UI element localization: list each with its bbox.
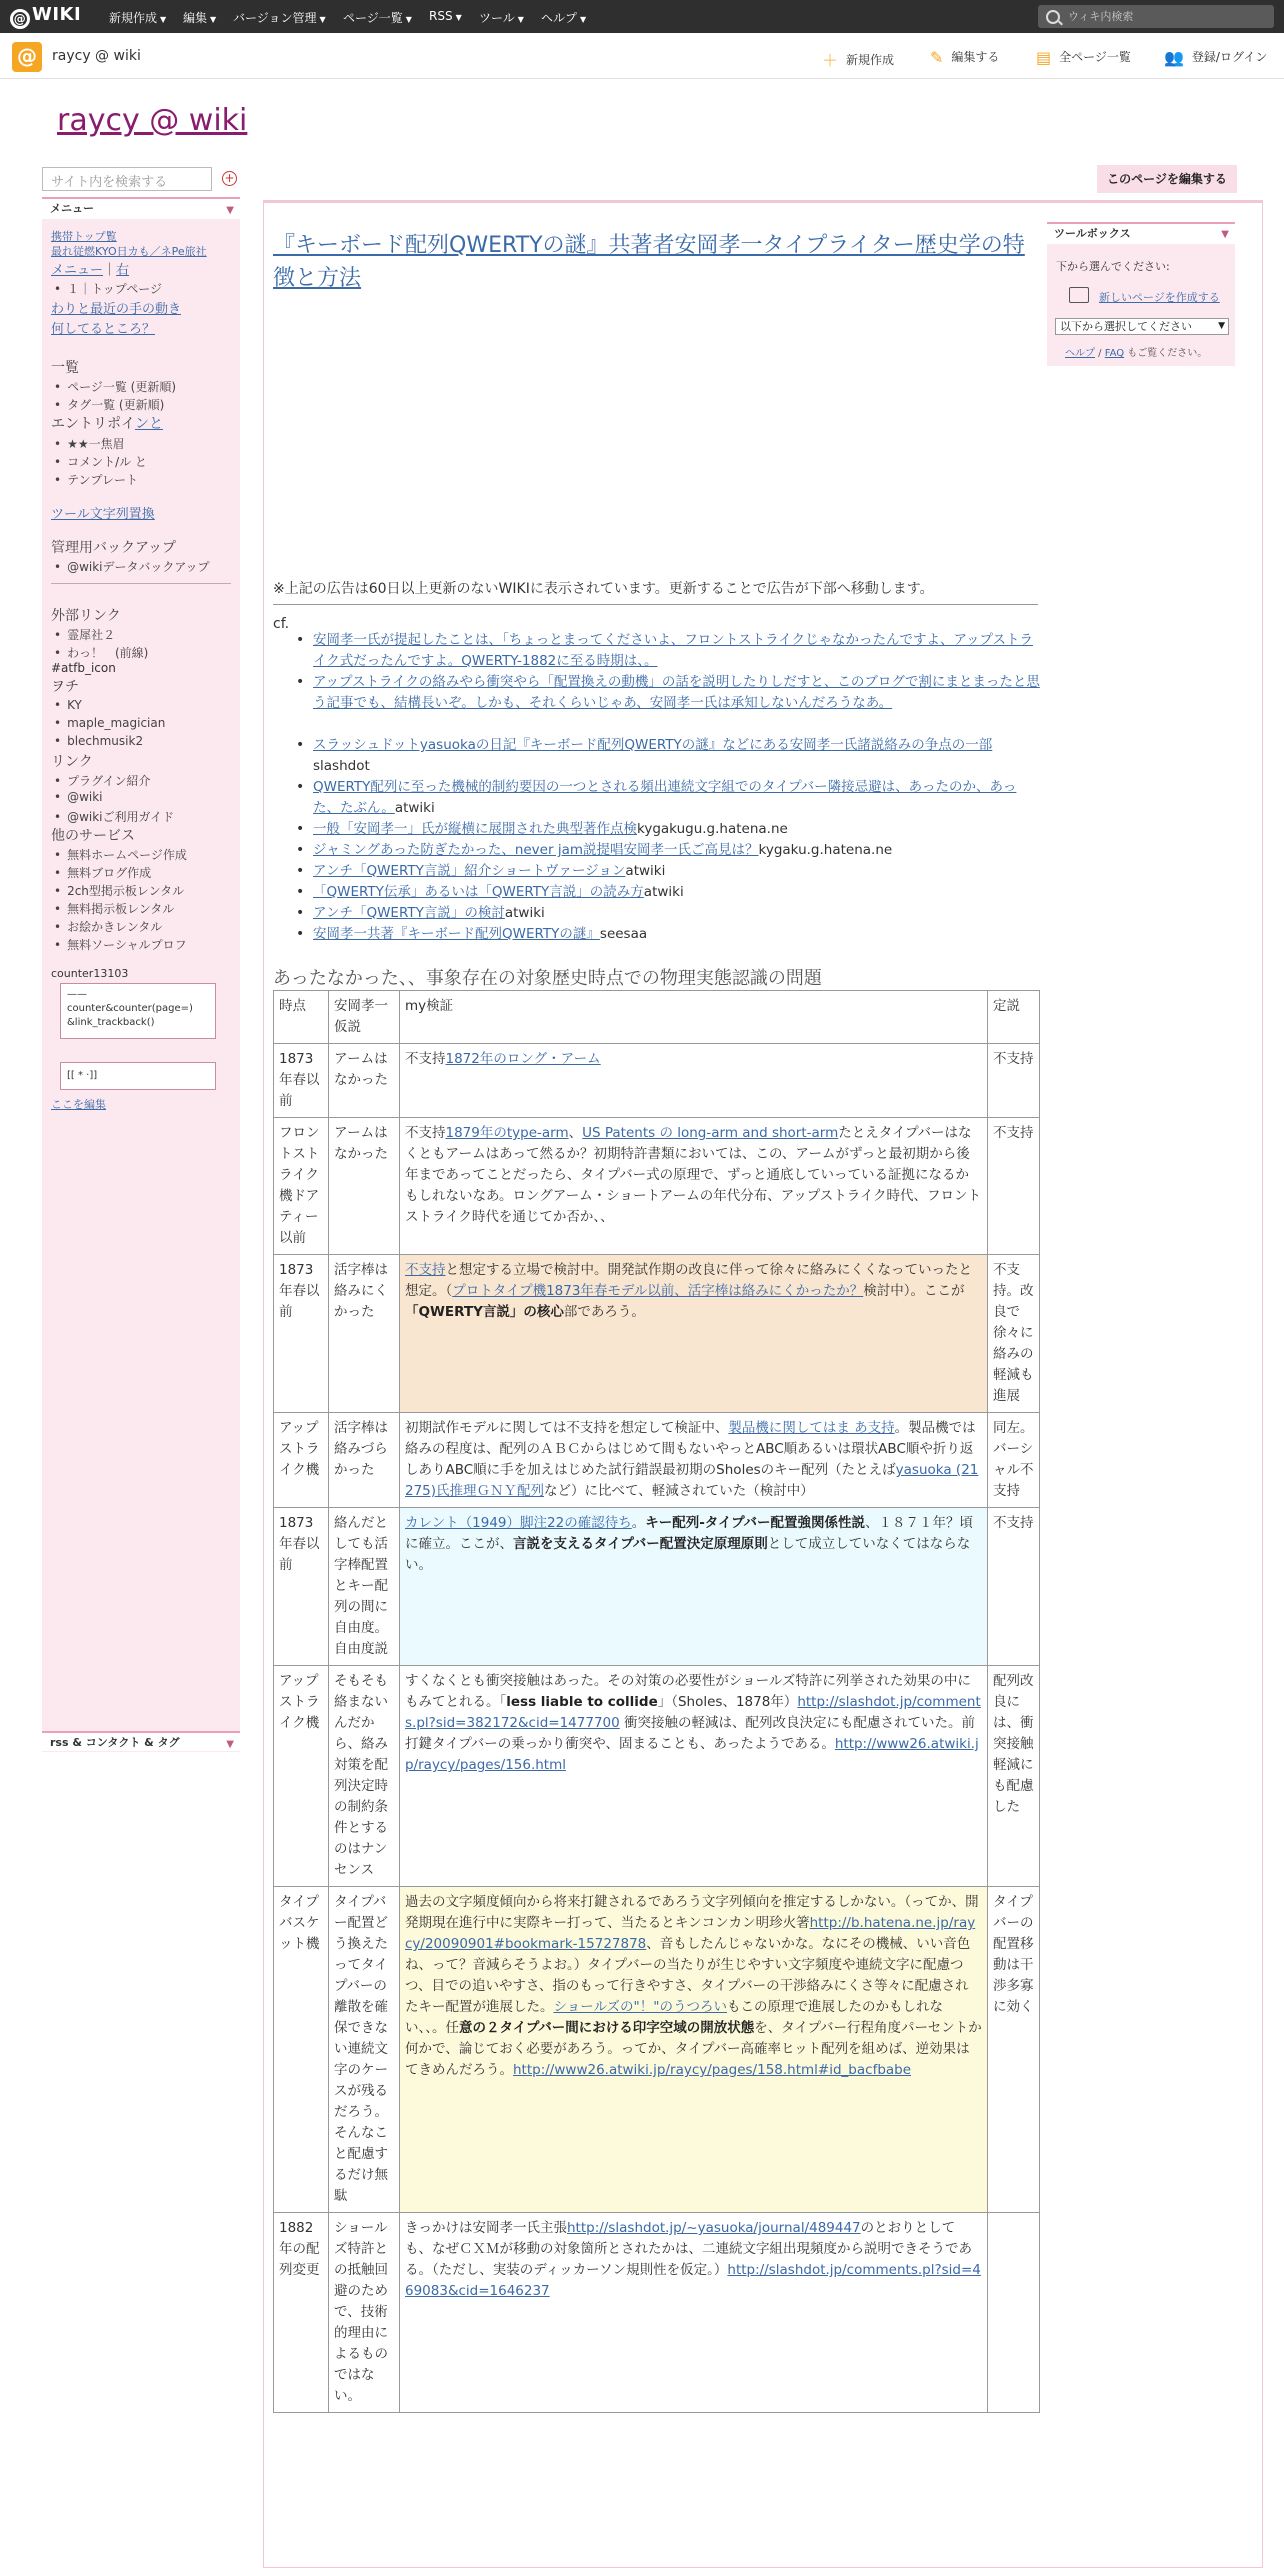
cell-text: 初期試作モデルに関しては不支持を想定して検証中、 <box>405 1420 729 1436</box>
toolbox-head[interactable]: ツールボックス ▼ <box>1047 222 1235 244</box>
cell-link[interactable]: プロトタイプ機1873年春モデル以前、活字棒は絡みにくかったか？ <box>452 1283 864 1299</box>
sidebar-backup-item[interactable]: • @wikiデータバックアップ <box>54 558 210 575</box>
cell-verification <box>400 1118 988 1255</box>
cell-emphasis: 言説を支えるタイプバー配置決定原理原則 <box>513 1536 768 1552</box>
header-cell: my検証 <box>400 991 988 1044</box>
cell-timepoint: アップストライク機 <box>274 1413 329 1508</box>
cell-verification <box>400 1666 988 1887</box>
cell-emphasis: less liable to collide <box>506 1694 658 1710</box>
reference-item <box>313 819 1040 840</box>
reference-link[interactable]: 安岡孝一共著『キーボード配列QWERTYの謎』 <box>313 926 600 942</box>
cell-hypothesis: 活字棒は絡みづらかった <box>329 1413 400 1508</box>
sidebar-link-head: リンク <box>51 754 93 770</box>
cell-verification <box>400 1887 988 2213</box>
cell-timepoint: 1882年の配列変更 <box>274 2213 329 2413</box>
hypothesis-table <box>273 990 1040 2413</box>
sidebar-tote-head: ヲチ <box>51 679 79 695</box>
cell-link[interactable]: http://slashdot.jp/comments.pl?sid=469083&cid=1646237 <box>405 2262 981 2299</box>
sidebar-service-item[interactable]: • お絵かきレンタル <box>54 918 162 935</box>
cell-text: 、１８７１年？頃に確立。ここが、 <box>405 1515 974 1552</box>
sidebar-entry-item[interactable]: • ★★一焦眉 <box>54 435 125 452</box>
page-title[interactable]: 『キーボード配列QWERTYの謎』共著者安岡孝一タイプライター歴史学の特徴と方法 <box>273 233 1025 291</box>
sidebar-edit-here[interactable]: ここを編集 <box>51 1098 106 1111</box>
sidebar-service-item[interactable]: • 無料掲示板レンタル <box>54 900 174 917</box>
divider <box>273 604 1038 605</box>
sidebar-list-head: 一覧 <box>51 360 79 376</box>
sidebar-tote-item[interactable]: • maple_magician <box>54 716 165 730</box>
cell-timepoint: 1873年春以前 <box>274 1508 329 1666</box>
sidebar-list-item[interactable]: • ページ一覧 (更新順) <box>54 378 176 395</box>
cell-link[interactable]: http://www26.atwiki.jp/raycy/pages/158.html#id_bacfbabe <box>513 2062 912 2078</box>
all-pages-button[interactable]: ▤ 全ページ一覧 <box>1036 48 1131 67</box>
sidebar-recent-b[interactable]: 何してるところ？ <box>51 322 156 337</box>
site-name[interactable]: raycy @ wiki <box>52 48 141 64</box>
cell-text: 過去の文字頻度傾向から将来打鍵されるであろう文字列傾向を推定するしかない。（ってか、開発期現在進行中に実際キー打って、当たるとキンコンカン明珍火箸 <box>405 1894 979 1931</box>
reference-item <box>313 861 1040 882</box>
reference-source: atwiki <box>504 905 545 921</box>
sidebar-service-item[interactable]: • 2ch型掲示板レンタル <box>54 882 184 899</box>
toolbox <box>1047 222 1235 366</box>
reference-link[interactable]: ジャミングあった防ぎたかった、never jam説提唱安岡孝一氏ご高見は？ <box>313 842 759 858</box>
edit-button[interactable]: ✎ 編集する <box>930 48 1000 67</box>
global-top-bar <box>0 0 1284 33</box>
sidebar-tote-item[interactable]: • KY <box>54 698 82 712</box>
cell-text: 衝突接触の軽減は、配列改良決定にも配慮されていた。前打鍵タイプバーの乗っかり衝突や、固まることも、あったようである。 <box>405 1715 976 1752</box>
sidebar-link-item[interactable]: • @wikiご利用ガイド <box>54 808 174 825</box>
cell-text: 部であろう。 <box>563 1304 645 1320</box>
sidebar-ext-head: 外部リンク <box>51 608 121 624</box>
chevron-down-icon: ▼ <box>1218 321 1225 331</box>
reference-item <box>313 903 1040 924</box>
sidebar-tote-item[interactable]: • blechmusik2 <box>54 734 143 748</box>
table-header-row <box>274 991 1040 1044</box>
wiki-search-input[interactable]: ウィキ内検索 <box>1038 5 1274 28</box>
cell-text: 不支持 <box>405 1125 446 1141</box>
cell-standard-view: タイプバーの配置移動は干渉多寡に効く <box>988 1887 1040 2213</box>
table-row <box>274 1887 1040 2213</box>
at-icon: @ <box>10 9 30 29</box>
menu-help[interactable]: ヘルプ ▼ <box>541 11 587 25</box>
site-icon[interactable]: @ <box>12 42 42 72</box>
cell-text: 不支持 <box>405 1051 446 1067</box>
cell-text: すくなくとも衝突接触はあった。その対策の必要性がショールズ特許に列挙された効果の中にもみてとれる。「 <box>405 1673 971 1710</box>
header-cell: 定説 <box>988 991 1040 1044</box>
cell-verification <box>400 1413 988 1508</box>
cell-standard-view <box>988 2213 1040 2413</box>
cell-link[interactable]: yasuoka (21275)氏推理ＧＮＹ配列 <box>405 1462 979 1499</box>
section-heading: あったなかった、、事象存在の対象歴史時点での物理実態認識の問題 <box>273 968 822 989</box>
reference-source: seesaa <box>599 926 648 942</box>
sidebar-recent-a[interactable]: わりと最近の手の動き <box>51 302 182 317</box>
sidebar <box>42 197 240 1752</box>
cell-text: 、音もしたんじゃないかな。なにその機械、いい音色ね、って？音減らそうよお。）タイプバーの当たりが生じやすい文字頻度や連続文字に配慮つつ、目での追いやすさ、指のもって行きやすさ、タイプバーの干渉絡みにくさ等々に配慮されたキー配置が進展した。 <box>405 1936 971 2015</box>
cell-hypothesis: アームはなかった <box>329 1118 400 1255</box>
new-page-icon <box>1069 287 1089 303</box>
search-icon <box>1046 10 1060 24</box>
table-row <box>274 1413 1040 1508</box>
atwiki-logo[interactable]: @ WIKI <box>10 4 81 29</box>
toolbox-help: ヘルプ / FAQ もご覧ください。 <box>1065 348 1208 359</box>
cell-standard-view: 不支持 <box>988 1508 1040 1666</box>
sidebar-service-item[interactable]: • 無料ブログ作成 <box>54 864 151 881</box>
cell-emphasis: キー配列-タイプバー配置強関係性説 <box>645 1515 866 1531</box>
sidebar-rss-head[interactable]: rss & コンタクト & タグ ▼ <box>42 1731 240 1751</box>
cell-text: を、タイプバー行程角度パーセントか何かで、論じておく必要があろう。ってか、タイプバー高確率ヒット配列を組めば、逆効果はてきめんだろう。 <box>405 2020 982 2078</box>
cell-text: 。 <box>631 1515 646 1531</box>
search-submit-icon[interactable]: + <box>222 171 237 186</box>
reference-link[interactable]: アップストライクの絡みやら衝突やら「配置換えの動機」の話を説明したりしだすと、このブログで割にまとまったと思う記事でも、結構長いぞ。しかも、それくらいじゃあ、安岡孝一氏は承知しないんだろうなあ。 <box>313 674 1040 711</box>
reference-link[interactable]: アンチ「QWERTY言説」の検討 <box>313 905 505 921</box>
reference-link[interactable]: 安岡孝一氏が提起したことは、「ちょっとまってくださいよ、フロントストライクじゃなかったんですよ、アップストライク式だったんですよ。QWERTY-1882に至る時期は、。 <box>313 632 1033 669</box>
cell-text: 」（Sholes、1878年） <box>657 1694 798 1710</box>
reference-item <box>313 924 1040 945</box>
cell-verification <box>400 1044 988 1118</box>
sidebar-ext-item[interactable]: • 霊犀社２ <box>54 626 115 643</box>
edit-this-page-button[interactable]: このページを編集する <box>1097 165 1237 193</box>
cell-standard-view: 配列改良には、衝突接触軽減にも配慮した <box>988 1666 1040 1887</box>
cell-link[interactable]: カレント（1949）脚注22の確認待ち <box>405 1515 632 1531</box>
cell-standard-view: 不支持。改良で徐々に絡みの軽減も進展 <box>988 1255 1040 1413</box>
reference-link[interactable]: アンチ「QWERTY言説」紹介ショートヴァージョン <box>313 863 626 879</box>
reference-item <box>313 735 1040 777</box>
sidebar-entry-item[interactable]: • コメント/ル と <box>54 453 147 470</box>
menu-edit[interactable]: 編集 ▼ <box>183 11 217 25</box>
cell-hypothesis: 絡んだとしても活字棒配置とキー配列の間に自由度。自由度説 <box>329 1508 400 1666</box>
cell-link[interactable]: http://slashdot.jp/comments.pl?sid=382172&cid=1477700 <box>405 1694 981 1731</box>
cell-text: のとおりとしても、なぜＣＸＭが移動の対象箇所とされたかは、二連続文字組出現頻度から説明できそうである。（ただし、実装のディッカーソン規則性を仮定。） <box>405 2220 972 2278</box>
sidebar-divider <box>51 583 231 584</box>
toolbox-new-page[interactable]: 新しいページを作成する <box>1099 291 1220 304</box>
reference-source: slashdot <box>313 758 370 774</box>
sidebar-entry-head: エントリポインと <box>51 416 163 432</box>
cell-link[interactable]: 1879年のtype-arm <box>445 1125 569 1141</box>
collapse-icon: ▼ <box>226 1739 234 1750</box>
sidebar-link-item[interactable]: • @wiki <box>54 790 103 804</box>
reference-link[interactable]: スラッシュドットyasuokaの日記『キーボード配列QWERTYの謎』などにある安岡孝一氏諸説絡みの争点の一部 <box>313 737 993 753</box>
sidebar-service-item[interactable]: • 無料ホームページ作成 <box>54 846 187 863</box>
cell-verification <box>400 1255 988 1413</box>
table-row <box>274 1508 1040 1666</box>
cell-hypothesis: タイプバー配置ど う換えたってタイプバーの離散を確保できない連続文字のケースが残るだろう。そんなこと配慮するだけ無駄 <box>329 1887 400 2213</box>
cell-hypothesis: アームはなかった <box>329 1044 400 1118</box>
sidebar-entry-item[interactable]: • テンプレート <box>54 471 138 488</box>
reference-link[interactable]: 一般「安岡孝一」氏が縦横に展開された典型著作点検 <box>313 821 637 837</box>
sidebar-link-item[interactable]: • プラグイン紹介 <box>54 772 150 789</box>
cell-hypothesis: 活字棒は絡みにくかった <box>329 1255 400 1413</box>
sidebar-backup-head: 管理用バックアップ <box>51 540 177 556</box>
sidebar-counter-label: counter13103 <box>51 967 129 980</box>
header-cell: 安岡孝一仮説 <box>329 991 400 1044</box>
site-header-bar <box>0 33 1284 79</box>
cell-link[interactable]: 不支持 <box>405 1262 446 1278</box>
sidebar-menu-head[interactable]: メニュー ▼ <box>42 197 240 219</box>
cell-text: 。製品機では絡みの程度は、配列のＡＢＣからはじめて間もないやっとABC順あるいは環状ABC順や折り返しありABC順に手を加えはじめた試行錯誤最初期のSholesのキー配列（たとえば <box>405 1420 976 1478</box>
sidebar-service-head: 他のサービス <box>51 828 135 844</box>
menu-version[interactable]: バージョン管理 ▼ <box>233 11 326 25</box>
sidebar-mobile-top[interactable]: 携帯トップ覧 <box>51 230 117 243</box>
sidebar-small-box: [[ * ·]] <box>60 1062 216 1090</box>
collapse-icon: ▼ <box>226 205 234 216</box>
table-row <box>274 2213 1040 2413</box>
cell-timepoint: フロントストライク機ドアティー以前 <box>274 1118 329 1255</box>
cell-text: など）に比べて、軽減されていた（検討中） <box>544 1483 814 1499</box>
cell-timepoint: タイプバスケット機 <box>274 1887 329 2213</box>
cell-link[interactable]: ショールズの"！"のうつろい <box>553 1999 727 2015</box>
cell-standard-view: 不支持 <box>988 1118 1040 1255</box>
menu-page-list[interactable]: ページ一覧 ▼ <box>343 11 412 25</box>
reference-link[interactable]: QWERTY配列に至った機械的制約要因の一つとされる頻出連続文字組でのタイプバー隣接忌避は、あったのか、あった、たぶん。 <box>313 779 1017 816</box>
cell-link[interactable]: http://www26.atwiki.jp/raycy/pages/156.html <box>405 1736 979 1773</box>
document-icon: ▤ <box>1036 48 1052 67</box>
reference-source: kygakugu.g.hatena.ne <box>637 821 788 837</box>
cf-label: cf. <box>273 616 290 632</box>
cell-timepoint: 1873年春以前 <box>274 1255 329 1413</box>
cell-link[interactable]: 製品機に関してはま あ支持 <box>728 1420 895 1436</box>
cell-standard-view: 同左。バーシャル不支持 <box>988 1413 1040 1508</box>
cell-text: と想定する立場で検討中。開発試作期の改良に伴って徐々に絡みにくくなっていったと想定。（ <box>405 1262 972 1299</box>
login-button[interactable]: 👥 登録/ログイン <box>1164 48 1268 67</box>
cell-standard-view: 不支持 <box>988 1044 1040 1118</box>
sidebar-ext-item[interactable]: • わっ！ (前線) <box>54 644 148 661</box>
cell-verification <box>400 2213 988 2413</box>
cell-hypothesis: そもそも絡まないんだから、絡み対策を配列決定時の制約条件とするのはナンセンス <box>329 1666 400 1887</box>
toolbox-prompt: 下から選んでください: <box>1056 260 1170 273</box>
cell-link[interactable]: http://slashdot.jp/~yasuoka/journal/489447 <box>567 2220 861 2236</box>
sidebar-menu-right: メニュー｜右 <box>51 263 130 278</box>
table-row <box>274 1044 1040 1118</box>
cell-text: もこの原理で進展したのかもしれない、、。任 <box>405 1999 943 2036</box>
cell-text: 、 <box>568 1125 583 1141</box>
table-row <box>274 1118 1040 1255</box>
cell-text: たとえタイプバーはなくともアームはあって然るか？初期特許書類においては、この、アームがずっと最初期から後年まであってことだったら、タイプバー式の原理で、ずっと通底していっている証拠になるかもしれないなあ。ロングアーム・ショートアームの年代分布、アップストライク時代、フロントストライク時代を通じてか否か、、 <box>405 1125 982 1225</box>
reference-link[interactable]: 「QWERTY伝承」あるいは「QWERTY言説」の読み方 <box>313 884 644 900</box>
sidebar-item-top[interactable]: • １｜トップページ <box>54 280 162 297</box>
toolbox-select[interactable]: 以下から選択してください ▼ <box>1055 318 1229 335</box>
cell-link[interactable]: http://b.hatena.ne.jp/raycy/20090901#bookmark-15727878 <box>405 1915 976 1952</box>
sidebar-latest-link[interactable]: 最れ従燃KYO日カも／ネPe旅社 <box>51 245 207 258</box>
reference-item <box>313 882 1040 903</box>
users-icon: 👥 <box>1164 48 1184 67</box>
reference-item <box>313 840 1040 861</box>
sidebar-list-item[interactable]: • タグ一覧 (更新順) <box>54 396 164 413</box>
header-cell: 時点 <box>274 991 329 1044</box>
reference-source: atwiki <box>394 800 435 816</box>
cell-hypothesis: ショールズ特許との抵触回避のためで、技術的理由によるものではない。 <box>329 2213 400 2413</box>
collapse-icon: ▼ <box>1221 229 1229 240</box>
reference-source: atwiki <box>643 884 684 900</box>
sidebar-counter-box: —— counter&counter(page=) &link_trackback() <box>60 983 216 1039</box>
new-page-button[interactable]: ＋ 新規作成 <box>822 51 895 70</box>
site-search-input[interactable]: サイト内を検索する <box>42 167 212 191</box>
menu-new[interactable]: 新規作成 ▼ <box>109 11 167 25</box>
pencil-icon: ✎ <box>930 48 944 67</box>
sidebar-attfb: #atfb_icon <box>51 661 116 675</box>
cell-timepoint: 1873年春以前 <box>274 1044 329 1118</box>
sidebar-service-item[interactable]: • 無料ソーシャルプロフ <box>54 936 187 953</box>
sidebar-tool-link[interactable]: ツール文字列置換 <box>51 507 155 522</box>
cell-text: きっかけは安岡孝一氏主張 <box>405 2220 567 2236</box>
plus-icon: ＋ <box>822 51 839 70</box>
menu-tools[interactable]: ツール ▼ <box>479 11 524 25</box>
cell-verification <box>400 1508 988 1666</box>
cell-link[interactable]: US Patents の long-arm and short-arm <box>582 1125 839 1141</box>
reference-item <box>313 777 1040 819</box>
reference-item <box>313 672 1040 714</box>
menu-rss[interactable]: RSS ▼ <box>429 9 462 23</box>
table-row <box>274 1255 1040 1413</box>
cell-link[interactable]: 1872年のロング・アーム <box>445 1051 601 1067</box>
cell-text: として成立していなくてはならない。 <box>405 1536 971 1573</box>
cell-text: 検討中）。ここが <box>863 1283 965 1299</box>
cell-timepoint: アップストライク機 <box>274 1666 329 1887</box>
table-row <box>274 1666 1040 1887</box>
cell-emphasis: 「QWERTY言説」の核心 <box>405 1304 564 1320</box>
reference-item <box>313 630 1040 672</box>
reference-source: atwiki <box>625 863 666 879</box>
cell-emphasis: 意の２タイプバー間における印字空域の開放状態 <box>459 2020 755 2036</box>
wiki-title-link[interactable]: raycy @ wiki <box>57 103 248 138</box>
ad-note: ※上記の広告は60日以上更新のないWIKIに表示されています。更新することで広告が下部へ移動します。 <box>273 581 934 597</box>
reference-source: kygaku.g.hatena.ne <box>758 842 893 858</box>
